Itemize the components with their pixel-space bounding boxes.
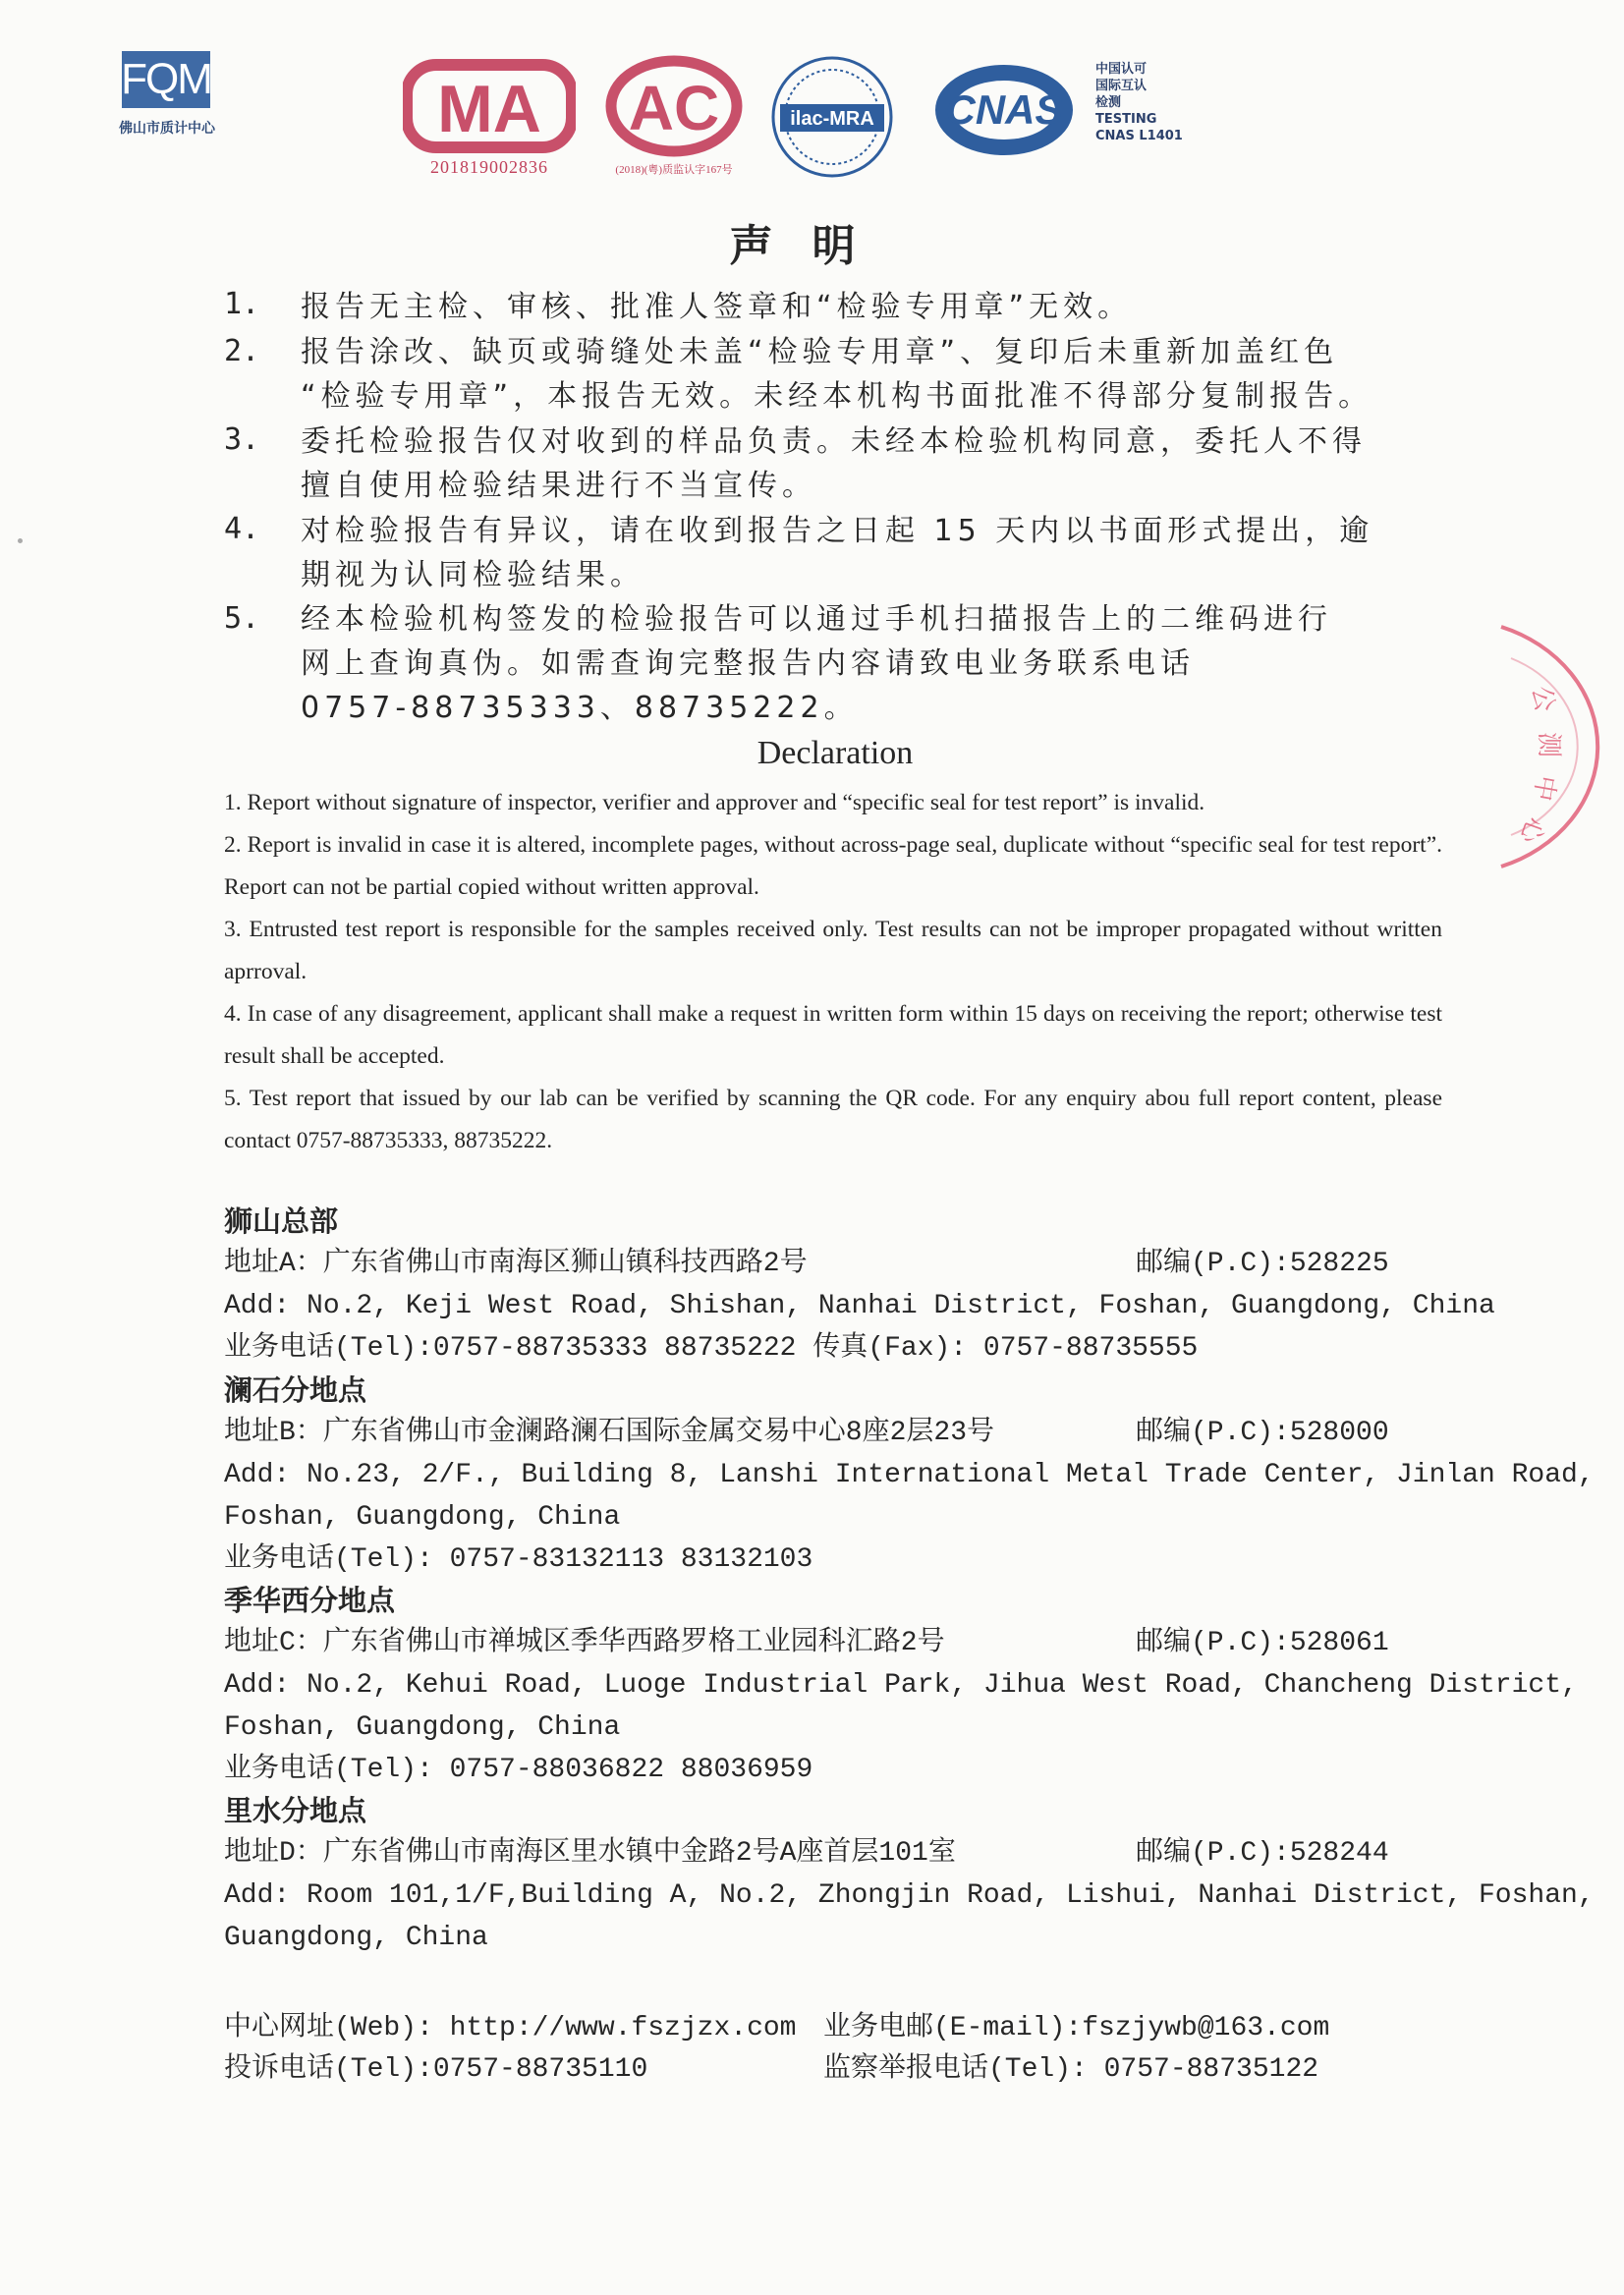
en-declaration-item: 3. Entrusted test report is responsible for the samples received only. Test results can not be improper propagated without written aprroval. [224,917,1442,984]
ma-number: 201819002836 [430,157,548,177]
location-shishan [224,1201,1495,1370]
postcode: 邮编(P.C):528225 [1136,1249,1389,1279]
ilac-mra-logo [770,55,894,179]
address-cn-row: 地址C：广东省佛山市禅城区季华西路罗格工业园科汇路2号 邮编(P.C):528061 [224,1622,1462,1664]
footer-web: 中心网址(Web): http://www.fszjzx.com [224,2013,797,2043]
svg-text:公: 公 [1526,684,1560,714]
ma-logo [403,57,576,155]
cn-item-number: 2. [224,334,260,368]
page-title-en: Declaration [756,735,914,771]
location-lanshi [224,1370,1595,1581]
cn-declaration-item: 报告涂改、缺页或骑缝处未盖“检验专用章”、复印后未重新加盖红色 “检验专用章”，本报告无效。未经本机构书面批准不得部分复制报告。 [301,335,1373,414]
tel-fax: 业务电话(Tel):0757-88735333 88735222 传真(Fax): 0757-88735555 [224,1333,1199,1364]
scan-speck [18,538,23,543]
en-declaration-item: 2. Report is invalid in case it is altered, incomplete pages, without across-page seal, duplicate without “specific seal for test report”. Report can not be partial copied without written approval. [224,832,1442,900]
address-cn-row: 地址A：广东省佛山市南海区狮山镇科技西路2号 邮编(P.C):528225 [224,1243,1462,1285]
cn-declaration-item: 对检验报告有异议，请在收到报告之日起 15 天内以书面形式提出，逾 期视为认同检验结果。 [301,514,1374,592]
tel: 业务电话(Tel): 0757-88036822 88036959 [224,1755,813,1785]
location-lishui [224,1790,1595,1959]
svg-text:中: 中 [1527,772,1561,804]
cn-declaration-item: 委托检验报告仅对收到的样品负责。未经本检验机构同意，委托人不得 擅自使用检验结果进行不当宣传。 [301,424,1367,503]
fqm-org-name: 佛山市质计中心 [119,121,215,137]
en-declaration-list [224,782,1442,1162]
footer-email: 业务电邮(E-mail):fszjywb@163.com [823,2013,1330,2043]
cn-declaration-item: 经本检验机构签发的检验报告可以通过手机扫描报告上的二维码进行 网上查询真伪。如需查询完整报告内容请致电业务联系电话 0757-88735333、88735222。 [301,602,1332,725]
address-en: Foshan, Guangdong, China [224,1502,621,1533]
address-en: Guangdong, China [224,1923,488,1953]
inspection-seal [1493,619,1621,874]
postcode: 邮编(P.C):528061 [1136,1628,1389,1658]
ac-logo [605,55,743,157]
cn-item-number: 3. [224,422,260,457]
ac-logo-text: AC [628,73,720,143]
cnas-logo [931,61,1077,159]
location-heading: 澜石分地点 [224,1373,367,1407]
address-en: Add: No.2, Kehui Road, Luoge Industrial Park, Jihua West Road, Chancheng District, [224,1670,1578,1701]
address-en: Add: No.2, Keji West Road, Shishan, Nanhai District, Foshan, Guangdong, China [224,1291,1495,1321]
cnas-logo-text: CNAS [945,86,1063,133]
ilac-logo-text: ilac-MRA [790,108,874,130]
postcode: 邮编(P.C):528244 [1136,1838,1389,1869]
fqm-logo: FQM [122,51,210,108]
svg-text:测: 测 [1534,732,1563,758]
location-heading: 狮山总部 [224,1204,339,1238]
location-jihuaxi [224,1580,1578,1791]
svg-text:心: 心 [1513,812,1550,848]
cn-item-number: 5. [224,601,260,636]
ac-number: (2018)(粤)质监认字167号 [615,164,733,176]
location-heading: 里水分地点 [224,1794,367,1827]
en-declaration-item: 1. Report without signature of inspector, verifier and approver and “specific seal for test report” is invalid. [224,790,1205,815]
address-en: Add: Room 101,1/F,Building A, No.2, Zhongjin Road, Lishui, Nanhai District, Foshan, [224,1880,1595,1911]
cn-item-number: 4. [224,512,260,546]
address-en: Foshan, Guangdong, China [224,1712,621,1743]
ma-logo-text: MA [437,72,541,146]
footer-supervision-tel: 监察举报电话(Tel): 0757-88735122 [823,2054,1319,2085]
address-en: Add: No.23, 2/F., Building 8, Lanshi International Metal Trade Center, Jinlan Road, [224,1460,1595,1490]
footer-complaint-tel: 投诉电话(Tel):0757-88735110 [224,2054,648,2085]
en-declaration-item: 5. Test report that issued by our lab can be verified by scanning the QR code. For any enquiry abou full report content, please contact 0757-88735333, 88735222. [224,1086,1442,1153]
postcode: 邮编(P.C):528000 [1136,1418,1389,1448]
page-title-cn: 声明 [729,221,895,271]
tel: 业务电话(Tel): 0757-83132113 83132103 [224,1544,813,1575]
cnas-accreditation-text: 中国认可 国际互认 检测 TESTING CNAS L1401 [1095,62,1183,143]
en-declaration-item: 4. In case of any disagreement, applicant shall make a request in written form within 15 days on receiving the report; otherwise test result shall be accepted. [224,1001,1442,1069]
location-heading: 季华西分地点 [224,1584,396,1617]
cn-declaration-item: 报告无主检、审核、批准人签章和“检验专用章”无效。 [301,290,1133,324]
cn-item-number: 1. [224,287,260,321]
address-cn-row: 地址D：广东省佛山市南海区里水镇中金路2号A座首层101室 邮编(P.C):528244 [224,1832,1462,1875]
address-cn-row: 地址B：广东省佛山市金澜路澜石国际金属交易中心8座2层23号 邮编(P.C):528000 [224,1412,1462,1454]
